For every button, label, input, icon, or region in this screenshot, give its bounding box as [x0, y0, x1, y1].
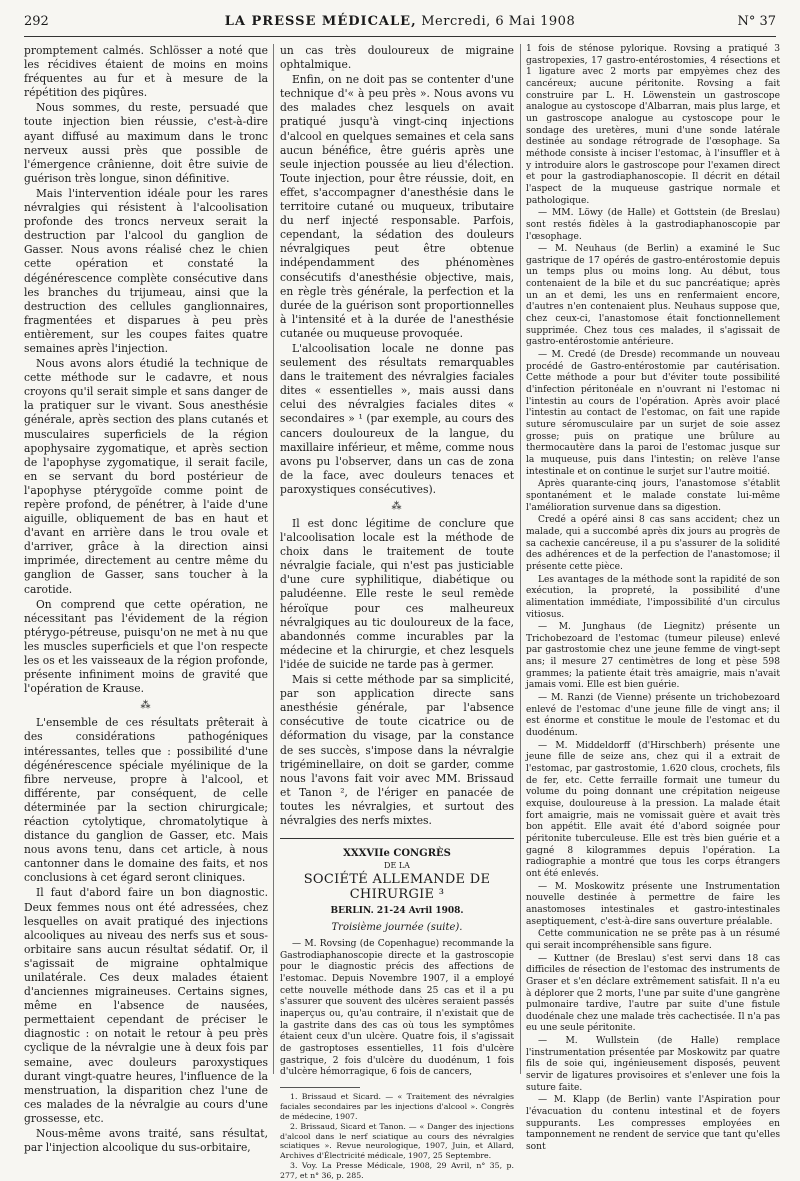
issue-number: N° 37: [737, 14, 776, 29]
paragraph: Mais l'intervention idéale pour les rares névralgies qui résistent à l'alcoolisation profonde des troncs nerveux serait la destruction par l'alcool du ganglion de Gasser. Nous avons réalisé chez le chien cette opération et constaté la dégénérescence complète consécutive dans les branches du trijumeau, ainsi que la destruction des cellules ganglionnaires, fragmentées et disparues à peu près entièrement, sur les coupes faites quatre semaines après l'injection.: [24, 186, 268, 355]
paragraph: Nous avons alors étudié la technique de cette méthode sur le cadavre, et nous croyons qu'il serait simple et sans danger de la pratiquer sur le vivant. Sous anesthésie générale, après section des plans cutanés et musculaires superficiels de la région apophysaire zygomatique, et après section de l'apophyse zygomatique, il serait facile, en se servant du bord postérieur de l'apophyse ptérygoïde comme point de repère profond, de pénétrer, à l'aide d'une aiguille, obliquement de bas en haut et d'avant en arrière dans le trou ovale et d'arriver, grâce à la direction ainsi imprimée, directement au centre même du ganglion de Gasser, sans toucher à la carotide.: [24, 357, 268, 596]
section-separator: ⁂: [140, 700, 152, 712]
section-separator: ⁂: [391, 501, 403, 512]
page-header: [24, 14, 776, 37]
congress-title: XXXVIIe CONGRÈS: [343, 848, 451, 860]
congress-heading: [280, 838, 514, 916]
paragraph: Cette communication ne se prête pas à un résumé qui serait incompréhensible sans figure.: [526, 929, 780, 951]
issue-date: Mercredi, 6 Mai 1908: [421, 14, 576, 29]
paragraph: 1 fois de sténose pylorique. Rovsing a pratiqué 3 gastropexies, 17 gastro-entérostomies, 4 résections et 1 ligature avec 2 morts par empyèmes chez des cancéreux; aucune péritonite. Rovsing a fait construire par L. H. Löwenstein un gastroscope analogue au cystoscope d'Albarran, mais plus large, et un gastroscope analogue au cystoscope pour le sondage des uretères, muni d'une sonde latérale destinée au sondage rétrograde de l'œsophage. Sa méthode consiste à inciser l'estomac, à l'insuffler et à y introduire alors le gastroscope pour l'examen direct et pour la gastrodiaphanoscopie. Il décrit en détail l'aspect de la muqueuse gastrique normale et pathologique.: [526, 44, 780, 206]
paragraph: L'ensemble de ces résultats prêterait à des considérations pathogéniques intéressantes, telles que : possibilité d'une dégénérescence spéciale myélinique de la fibre nerveuse, propre à l'alcool, et différente, par conséquent, de celle déterminée par la section chirurgicale; réaction cytolytique, chromatolytique à distance du ganglion de Gasser, etc. Mais nous avons tenu, dans cet article, à nous cantonner dans le domaine des faits, et nos conclusions à cet égard seront cliniques.: [24, 716, 268, 885]
paragraph: Mais si cette méthode par sa simplicité, par son application directe sans anesthésie générale, par l'absence consécutive de toute cicatrice ou de déformation du visage, par la constance de ses succès, s'impose dans la névralgie trigéminellaire, on doit se garder, comme nous l'avons fait voir avec MM. Brissaud et Tanon ², de l'ériger en panacée de toutes les névralgies, et surtout des névralgies des nerfs mixtes.: [280, 673, 514, 827]
paragraph: — M. Rovsing (de Copenhague) recommande la Gastrodiaphanoscopie directe et la gastroscopie pour le diagnostic précis des affections de l'estomac. Depuis Novembre 1907, il a employé cette nouvelle méthode dans 25 cas et il a pu s'assurer que souvent des ulcères seraient passés inaperçus ou, qu'au contraire, il n'existait que de la gastrite dans des cas où tous les symptômes étaient ceux d'un ulcère. Quatre fois, il s'agissait de gastroptoses essentielles, 11 fois d'ulcère gastrique, 2 fois d'ulcère du duodénum, 1 fois d'ulcère hémorragique, 6 fois de cancers,: [280, 939, 514, 1078]
paragraph: — M. Credé (de Dresde) recommande un nouveau procédé de Gastro-entérostomie par cautérisation. Cette méthode a pour but d'éviter toute possibilité d'infection péritonéale en n'ouvrant ni l'estomac ni l'intestin au cours de l'opération. Après avoir placé l'intestin au contact de l'estomac, on fait une rapide suture séromusculaire par un surjet de soie assez grosse; puis on pratique une brûlure au thermocautère dans la paroi de l'estomac jusque sur la muqueuse, puis dans l'intestin; on relève l'anse intestinale et on continue le surjet sur l'autre moitié.: [526, 350, 780, 477]
column-1: [24, 44, 268, 1155]
page-number: 292: [24, 14, 49, 29]
paragraph: — MM. Löwy (de Halle) et Gottstein (de Breslau) sont restés fidèles à la gastrodiaphanoscopie par l'œsophage.: [526, 208, 780, 242]
column-rule: [520, 44, 521, 1074]
paragraph: L'alcoolisation locale ne donne pas seulement des résultats remarquables dans le traitement des névralgies faciales dites « essentielles », mais aussi dans celui des névralgies faciales dites « secondaires » ¹ (par exemple, au cours des cancers douloureux de la langue, du maxillaire inférieur, et même, comme nous avons pu l'observer, dans un cas de zona de la face, avec douleurs tenaces et paroxystiques consécutives).: [280, 341, 514, 496]
footnote: 1. Brissaud et Sicard. — « Traitement des névralgies faciales secondaires par les injections d'alcool ». Congrès de médecine, 1907.: [280, 1091, 514, 1121]
footnote: 3. Voy. La Presse Médicale, 1908, 29 Avril, n° 35, p. 277, et n° 36, p. 285.: [280, 1161, 514, 1181]
paragraph: Nous sommes, du reste, persuadé que toute injection bien réussie, c'est-à-dire ayant diffusé au maximum dans le tronc nerveux aussi près que possible de l'émergence crânienne, doit être suivie de guérison très longue, sinon définitive.: [24, 101, 268, 185]
paragraph: Enfin, on ne doit pas se contenter d'une technique d'« à peu près ». Nous avons vu des malades chez lesquels on avait pratiqué jusqu'à vingt-cinq injections d'alcool en quelques semaines et cela sans aucun bénéfice, être guéris après une seule injection poussée au lieu d'élection. Toute injection, pour être réussie, doit, en effet, s'accompagner d'anesthésie dans le territoire cutané ou muqueux, tributaire du nerf injecté responsable. Parfois, cependant, la sédation des douleurs névralgiques peut être obtenue indépendamment des phénomènes consécutifs d'anesthésie objective, mais, en règle très générale, la perfection et la durée de la guérison sont proportionnelles à l'intensité et à la durée de l'anesthésie cutanée ou muqueuse provoquée.: [280, 73, 514, 340]
divider: [280, 838, 514, 839]
paragraph: — M. Neuhaus (de Berlin) a examiné le Suc gastrique de 17 opérés de gastro-entérostomie depuis un temps plus ou moins long. Au début, tous contenaient de la bile et du suc pancréatique; après un an et demi, les uns en renfermaient encore, d'autres n'en contenaient plus. Neuhaus suppose que, chez ceux-ci, l'anastomose était fonctionnellement supprimée. Chez tous ces malades, il s'agissait de gastro-entérostomie antérieure.: [526, 244, 780, 348]
paragraph: Credé a opéré ainsi 8 cas sans accident; chez un malade, qui a succombé après dix jours au progrès de sa cachexie cancéreuse, il a pu s'assurer de la solidité des adhérences et de la perfection de l'anastomose; il présente cette pièce.: [526, 515, 780, 572]
footnote: 2. Brissaud, Sicard et Tanon. — « Danger des injections d'alcool dans le nerf sciatique au cours des névralgies sciatiques ». Revue neurologique, 1907, Juin, et Allard, Archives d'Électricité médicale, 1907, 25 Septembre.: [280, 1121, 514, 1161]
paragraph: On comprend que cette opération, ne nécessitant pas l'évidement de la région ptérygo-pétreuse, puisqu'on ne met à nu que les muscles superficiels et que l'on respecte les os et les vaisseaux de la région profonde, présente infiniment moins de gravité que l'opération de Krause.: [24, 597, 268, 696]
paragraph: Il est donc légitime de conclure que l'alcoolisation locale est la méthode de choix dans le traitement de toute névralgie faciale, qui n'est pas justiciable d'une cure syphilitique, diabétique ou paludéenne. Elle reste le seul remède héroïque pour ces malheureux névralgiques au tic douloureux de la face, abandonnés comme incurables par la médecine et la chirurgie, et chez lesquels l'idée de suicide ne tarde pas à germer.: [280, 517, 514, 671]
journal-name: LA PRESSE MÉDICALE,: [224, 14, 417, 29]
footnote-rule: [280, 1087, 360, 1088]
congress-place-date: BERLIN. 21-24 Avril 1908.: [330, 906, 464, 917]
congress-de-la: DE LA: [384, 861, 410, 871]
column-2: [280, 44, 514, 1181]
paragraph: — Kuttner (de Breslau) s'est servi dans 18 cas difficiles de résection de l'estomac des instruments de Graser et s'en déclare extrêmement satisfait. Il n'a eu à déplorer que 2 morts, l'une par suite d'une gangrène pulmonaire tardive, l'autre par suite d'une fistule duodénale chez une malade très cachectisée. Il n'a pas eu une seule péritonite.: [526, 953, 780, 1034]
column-3: [526, 44, 780, 1153]
paragraph: — M. Junghaus (de Liegnitz) présente un Trichobezoard de l'estomac (tumeur pileuse) enlevé par gastrostomie chez une jeune femme de vingt-sept ans; il mesure 27 centimètres de long et pèse 598 grammes; la patiente était très amaigrie, mais n'avait jamais vomi. Elle est bien guérie.: [526, 622, 780, 691]
paragraph: promptement calmés. Schlösser a noté que les récidives étaient de moins en moins fréquentes au fur et à mesure de la répétition des piqûres.: [24, 44, 268, 100]
paragraph: Nous-même avons traité, sans résultat, par l'injection alcoolique du sus-orbitaire,: [24, 1127, 268, 1155]
paragraph: Après quarante-cinq jours, l'anastomose s'établit spontanément et le malade constate lui-même l'amélioration survenue dans sa digestion.: [526, 479, 780, 513]
paragraph: — M. Klapp (de Berlin) vante l'Aspiration pour l'évacuation du contenu intestinal et de foyers suppurants. Les compresses employées en tamponnement ne rendent de service que tant qu'elles sont: [526, 1095, 780, 1153]
paragraph: — M. Wullstein (de Halle) remplace l'instrumentation présentée par Moskowitz par quatre fils de soie qui, ingénieusement disposés, peuvent servir de ligatures provisoires et s'enlever une fois la suture faite.: [526, 1036, 780, 1093]
paragraph: un cas très douloureux de migraine ophtalmique.: [280, 44, 514, 72]
congress-society: SOCIÉTÉ ALLEMANDE DE CHIRURGIE ³: [303, 872, 491, 903]
paragraph: Il faut d'abord faire un bon diagnostic. Deux femmes nous ont été adressées, chez lesquelles on avait pratiqué des injections alcooliques au niveau des nerfs sus et sous-orbitaire sans aucun résultat sédatif. Or, il s'agissait de migraine ophtalmique unilatérale. Ces deux malades étaient d'anciennes migraineuses. Certains signes, même en l'absence de nausées, permettaient cependant de préciser le diagnostic : on notait le retour à peu près cyclique de la névralgie une à deux fois par semaine, avec douleurs paroxystiques durant vingt-quatre heures, l'influence de la menstruation, la disparition chez l'une de ces malades de la névralgie au cours d'une grossesse, etc.: [24, 886, 268, 1125]
journal-title-line: [84, 14, 716, 29]
paragraph: — M. Moskowitz présente une Instrumentation nouvelle destinée à permettre de faire les anastomoses intestinales et gastro-intestinales aseptiquement, c'est-à-dire sans ouverture préalable.: [526, 881, 780, 927]
session-subtitle: Troisième journée (suite).: [331, 922, 463, 934]
paragraph: — M. Ranzi (de Vienne) présente un trichobezoard enlevé de l'estomac d'une jeune fille de vingt ans; il est énorme et constitue le moule de l'estomac et du duodénum.: [526, 693, 780, 739]
paragraph: Les avantages de la méthode sont la rapidité de son exécution, la propreté, la possibilité d'une alimentation immédiate, l'impossibilité d'un circulus vitiosus.: [526, 574, 780, 620]
column-rule: [273, 44, 274, 1074]
paragraph: — M. Middeldorff (d'Hirschberh) présente une jeune fille de seize ans, chez qui il a extrait de l'estomac, par gastrostomie, 1.620 clous, crochets, fils de fer, etc. Cette ferraille formait une tumeur du volume du poing donnant une crépitation neigeuse exquise, douloureuse à la pression. La malade était fort amaigrie, mais ne vomissait guère et avait très bon appétit. Elle avait été d'abord soignée pour péritonite tuberculeuse. Elle est très bien guérie et a gagné 8 kilogrammes depuis l'opération. La radiographie a montré que tous les corps étrangers ont été enlevés.: [526, 740, 780, 879]
